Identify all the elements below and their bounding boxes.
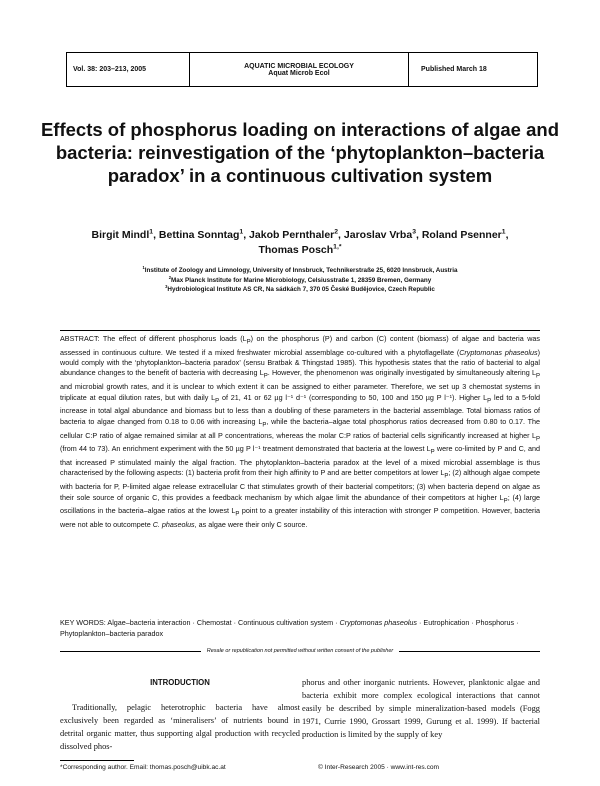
journal-name: AQUATIC MICROBIAL ECOLOGY [244,62,354,70]
affiliation: $^2$Max Planck Institute for Marine Microbiology, Celsiusstraße 1, 28359 Bremen, Germany [168,274,432,284]
author-list: Birgit Mindl$^1$, Bettina Sonntag$^1$, Jakob Pernthaler$^2$, Jaroslav Vrba$^3$, Roland Psenner$^1$, Thomas Posch$^{1,*}$ [91,228,509,256]
abstract: ABSTRACT: The effect of different phosphorus loads $(L_P)$ on the phosphorus (P) and carbon (C) content (biomass) of algae and bacteria was assessed in continuous culture. We tested if a mixed freshwater microbial assemblage co-cultured with a phytoflagellate (Cryptomonas phaseolus) would comply with the ‘phytoplankton–bacteria paradox’ (sensu Bratbak & Thingstad 1985). This hypothesis states that the ratio of bacterial to algal abundance changes to the benefit of bacteria with decreasing $L_P$. However, the phenomenon was originally investigated by simultaneously altering $L_P$ and microbial growth rates, and it is unclear to which extent it can be assigned to either parameter. Therefore, we set up 3 chemostat systems in triplicate at equal dilution rates, but with daily $L_P$ of 21, 41 or 62 µg l⁻¹ d⁻¹ (corresponding to 50, 100 and 150 µg P l⁻¹). Higher $L_P$ led to a 5-fold increase in total algal abundance and biomass but to less than a doubling of these parameters in the bacterial assemblage. Total biomass ratios of bacteria to algae changed from 0.18 to 0.06 with increasing $L_P$, while the bacteria–algae total phosphorus ratios decreased from 0.80 to 0.17. The cellular C:P ratio of algae remained similar at all P concentrations, whereas the molar C:P ratios of bacterial cells significantly increased at higher $L_P$ (from 44 to 73). An enrichment experiment with the 50 µg P l⁻¹ treatment demonstrated that bacteria at the lowest $L_P$ were co-limited by P and C, and that increased P stimulated mainly the algal fraction. The phytoplankton–bacteria paradox at the level of a mixed microbial assemblage is thus characterised by the following aspects: (1) bacteria profit from their high affinity to P and are better competitors at lower $L_P$; (2) although algae compete with bacteria for P, P-limited algae release extracellular C that stimulates growth of their bacterial competitors; (3) when bacteria depend on algae as their sole source of organic C, this provides a feedback mechanism by which algae limit the abundance of their competitors at higher $L_P$; (4) large oscillations in the bacteria–algae ratios at the lowest $L_P$ point to a greater instability of this interaction with stronger P competition. However, bacteria were not able to outcompete C. phaseolus, as algae were their only C source. [60,334,541,530]
corresponding-author: *Corresponding author. Email: thomas.posch@uibk.ac.at [60,764,226,771]
journal-header [66,52,538,87]
published-date: Published March 18 [421,66,487,73]
section-heading: INTRODUCTION [150,678,210,687]
author-affil: 1 [149,228,154,236]
author-affil: 3 [412,228,416,236]
journal-name-block [190,53,409,86]
author-affil: 1,* [333,243,342,251]
keywords: KEY WORDS: Algae–bacteria interaction · Chemostat · Continuous cultivation system · Cryptomonas phaseolus · Eutrophication · Phosphorus · Phytoplankton–bacteria paradox [60,618,519,638]
author: Jaroslav Vrba [343,229,413,241]
author: Birgit Mindl [91,229,150,241]
intro-left-column [60,676,300,753]
author-affil: 2 [334,228,339,236]
abstract-top-rule [60,330,540,331]
author: Thomas Posch [258,244,334,256]
journal-abbrev: Aquat Microb Ecol [268,69,330,77]
affiliations [70,266,530,295]
affiliation: $^3$Hydrobiological Institute AS CR, Na sádkách 7, 370 05 České Budějovice, Czech Republic [165,283,435,293]
affiliation: $^1$Institute of Zoology and Limnology, University of Innsbruck, Technikerstraße 25, 6020 Innsbruck, Austria [142,264,458,274]
author: Jakob Pernthaler [249,229,335,241]
author-affil: 1 [239,228,244,236]
keywords-label: KEY WORDS: [60,618,106,627]
species-name: Cryptomonas phaseolus [459,347,538,357]
footnote-rule [60,760,134,761]
volume-info: Vol. 38: 203–213, 2005 [67,53,190,86]
species-name: C. phaseolus [152,520,195,530]
body-text: Traditionally, pelagic heterotrophic bacteria have almost exclusively been regarded as ‘mineralisers’ of nutrients bound in detrital organic matter, thus supporting algal production with recycled dissolved phos- [60,703,300,751]
republication-notice: Resale or republication not permitted without written consent of the publisher [60,648,540,654]
copyright: © Inter-Research 2005 · www.int-res.com [318,764,440,771]
author: Roland Psenner [421,229,502,241]
author: Bettina Sonntag [158,229,240,241]
article-title: Effects of phosphorus loading on interactions of algae and bacteria: reinvestigation of the ‘phytoplankton–bacteria paradox’ in a continuous cultivation system [40,119,560,186]
author-affil: 1 [501,228,506,236]
body-text: phorus and other inorganic nutrients. However, planktonic algae and bacteria exhibit more complex ecological interactions that cannot easily be described by simple mineralization-based models (Fogg 1971, Currie 1990, Grossart 1999, Gurung et al. 1999). If bacterial production is limited by the supply of key [302,678,540,739]
intro-right-column [302,676,540,741]
